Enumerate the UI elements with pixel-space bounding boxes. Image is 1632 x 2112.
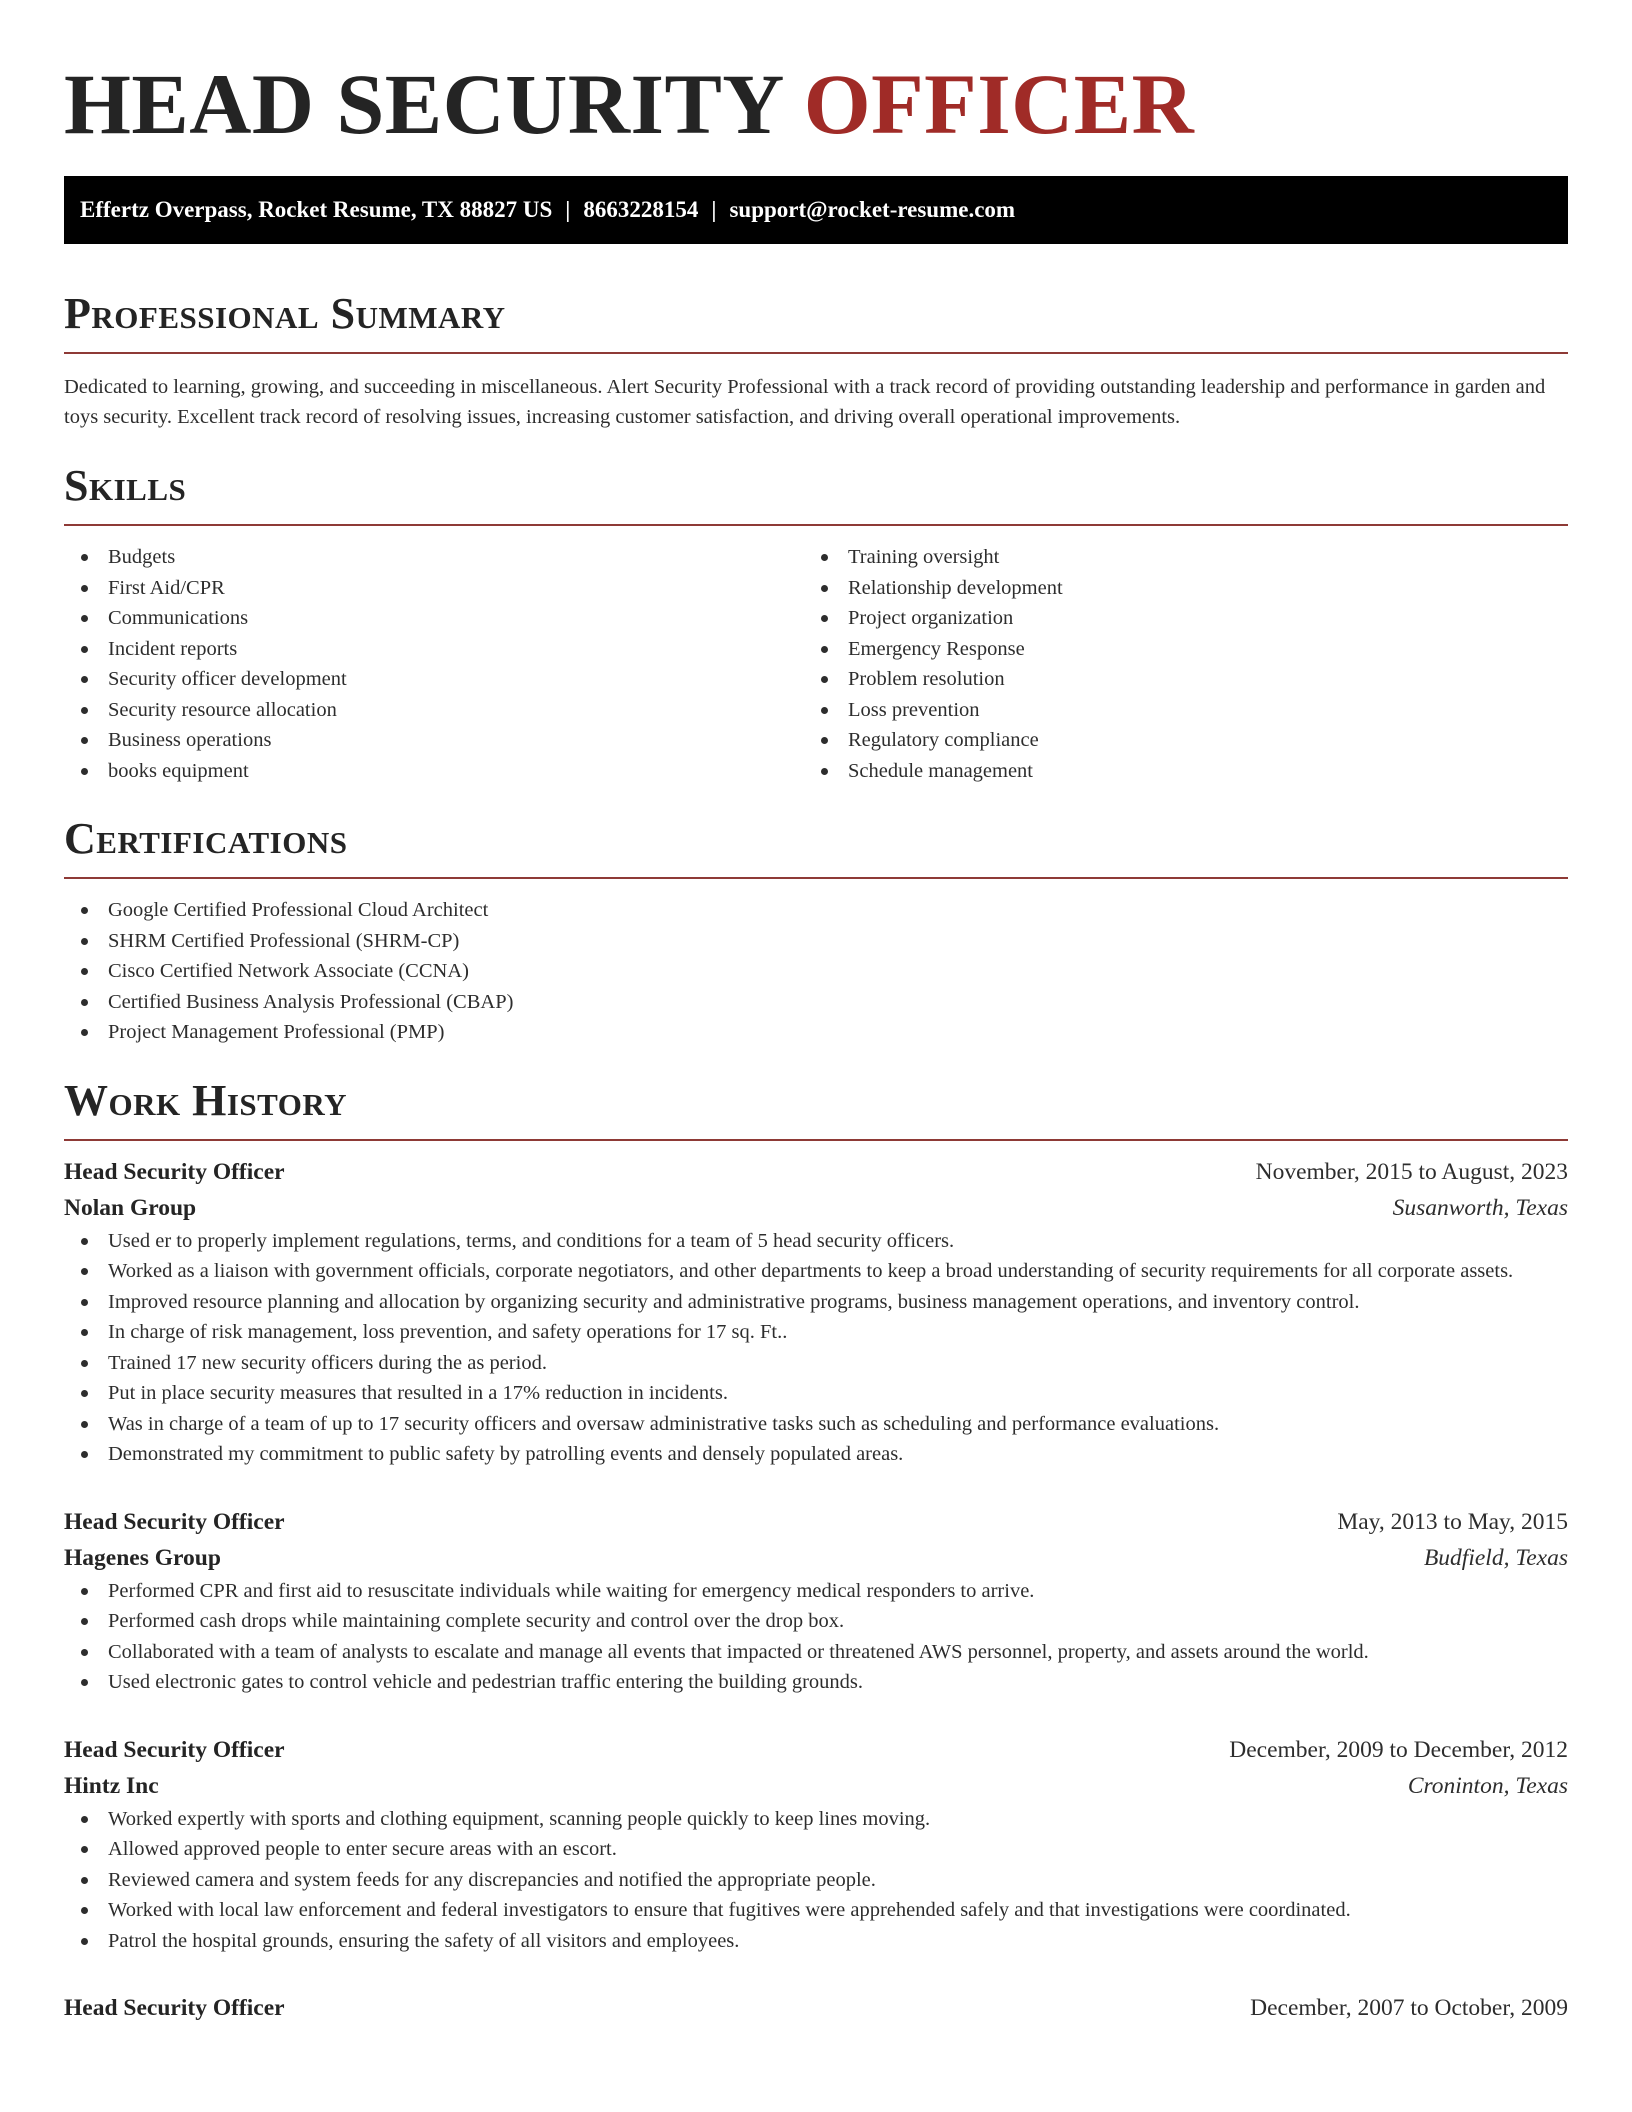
skill-item: Loss prevention [804, 695, 1544, 726]
job-company-row [64, 1768, 1568, 1804]
job-bullets [64, 1804, 1568, 1957]
job-bullet: Worked expertly with sports and clothing equipment, scanning people quickly to keep lines moving. [64, 1804, 1568, 1835]
summary-text: Dedicated to learning, growing, and succeeding in miscellaneous. Alert Security Professional with a track record of providing outstanding leadership and performance in garden and toys security. Excellent track record of resolving issues, increasing customer satisfaction, and driving overall operational improvements. [64, 376, 1546, 428]
job-bullet: Was in charge of a team of up to 17 security officers and oversaw administrative tasks such as scheduling and performance evaluations. [64, 1409, 1568, 1440]
job-dates: May, 2013 to May, 2015 [1337, 1508, 1568, 1535]
name-part-2: OFFICER [803, 56, 1195, 152]
section-divider [64, 524, 1568, 526]
job-entry [64, 1990, 1568, 2026]
certification-item: Certified Business Analysis Professional (CBAP) [64, 987, 1568, 1018]
certifications-section [64, 812, 1568, 1048]
skill-item: Emergency Response [804, 634, 1544, 665]
job-company: Hagenes Group [64, 1544, 221, 1571]
job-bullet: Used electronic gates to control vehicle and pedestrian traffic entering the building grounds. [64, 1667, 1568, 1698]
contact-address: Effertz Overpass, Rocket Resume, TX 88827 US [80, 197, 553, 222]
job-bullet: In charge of risk management, loss prevention, and safety operations for 17 sq. Ft.. [64, 1317, 1568, 1348]
skill-item: Regulatory compliance [804, 725, 1544, 756]
skill-item: Security officer development [64, 664, 804, 695]
job-entry [64, 1154, 1568, 1470]
skill-item: books equipment [64, 756, 804, 787]
job-dates: December, 2007 to October, 2009 [1250, 1995, 1568, 2021]
certifications-title: Certifications [64, 814, 348, 863]
job-header-row [64, 1990, 1568, 2026]
job-bullet: Trained 17 new security officers during the as period. [64, 1348, 1568, 1379]
skill-item: Incident reports [64, 634, 804, 665]
skill-item: Relationship development [804, 573, 1544, 604]
job-title: Head Security Officer [64, 1736, 285, 1763]
job-company-row [64, 1540, 1568, 1576]
job-bullet: Demonstrated my commitment to public safety by patrolling events and densely populated areas. [64, 1439, 1568, 1470]
work-history-title: Work History [64, 1075, 348, 1125]
work-history-section [64, 1074, 1568, 2027]
skill-item: Schedule management [804, 756, 1544, 787]
job-bullet: Improved resource planning and allocation by organizing security and administrative programs, business management operations, and inventory control. [64, 1287, 1568, 1318]
job-bullet: Put in place security measures that resulted in a 17% reduction in incidents. [64, 1378, 1568, 1409]
job-location: Susanworth, Texas [1392, 1194, 1568, 1221]
section-divider [64, 1139, 1568, 1141]
resume-name [64, 0, 1568, 176]
contact-bar [64, 176, 1568, 244]
job-bullet: Performed CPR and first aid to resuscitate individuals while waiting for emergency medical responders to arrive. [64, 1576, 1568, 1607]
jobs-list [64, 1154, 1568, 2027]
contact-separator: | [565, 197, 571, 222]
contact-separator: | [711, 197, 717, 222]
job-title: Head Security Officer [64, 1158, 285, 1185]
job-dates: November, 2015 to August, 2023 [1255, 1158, 1568, 1185]
summary-title: Professional Summary [64, 289, 506, 338]
job-header-row [64, 1154, 1568, 1190]
job-company: Hintz Inc [64, 1772, 159, 1799]
job-title: Head Security Officer [64, 1508, 285, 1535]
section-divider [64, 877, 1568, 879]
skills-list-left [64, 542, 804, 786]
job-bullet: Patrol the hospital grounds, ensuring the safety of all visitors and employees. [64, 1926, 1568, 1957]
skills-section [64, 459, 1568, 786]
job-location: Budfield, Texas [1423, 1544, 1568, 1571]
section-divider [64, 352, 1568, 354]
skill-item: Problem resolution [804, 664, 1544, 695]
job-bullet: Worked with local law enforcement and federal investigators to ensure that fugitives were apprehended safely and that investigations were coordinated. [64, 1895, 1568, 1926]
certification-item: Project Management Professional (PMP) [64, 1017, 1568, 1048]
certification-item: Google Certified Professional Cloud Architect [64, 895, 1568, 926]
skills-grid [64, 542, 1568, 786]
job-bullet: Performed cash drops while maintaining complete security and control over the drop box. [64, 1606, 1568, 1637]
job-bullets [64, 1226, 1568, 1470]
contact-email: support@rocket-resume.com [729, 197, 1016, 222]
certification-item: Cisco Certified Network Associate (CCNA) [64, 956, 1568, 987]
job-bullets [64, 1576, 1568, 1698]
job-dates: December, 2009 to December, 2012 [1229, 1736, 1568, 1763]
skills-list-right [804, 542, 1544, 786]
certifications-list [64, 895, 1568, 1048]
contact-phone: 8663228154 [583, 197, 699, 222]
skill-item: Budgets [64, 542, 804, 573]
job-title: Head Security Officer [64, 1995, 285, 2021]
job-entry [64, 1732, 1568, 1957]
skill-item: Project organization [804, 603, 1544, 634]
job-bullet: Reviewed camera and system feeds for any discrepancies and notified the appropriate people. [64, 1865, 1568, 1896]
job-header-row [64, 1732, 1568, 1768]
job-bullet: Allowed approved people to enter secure areas with an escort. [64, 1834, 1568, 1865]
job-bullet: Collaborated with a team of analysts to escalate and manage all events that impacted or threatened AWS personnel, property, and assets around the world. [64, 1637, 1568, 1668]
name-part-1: HEAD SECURITY [64, 56, 782, 152]
job-bullet: Used er to properly implement regulations, terms, and conditions for a team of 5 head security officers. [64, 1226, 1568, 1257]
job-entry [64, 1504, 1568, 1698]
job-company-row [64, 1190, 1568, 1226]
skill-item: First Aid/CPR [64, 573, 804, 604]
skill-item: Business operations [64, 725, 804, 756]
skill-item: Security resource allocation [64, 695, 804, 726]
certification-item: SHRM Certified Professional (SHRM-CP) [64, 926, 1568, 957]
job-bullet: Worked as a liaison with government officials, corporate negotiators, and other departments to keep a broad understanding of security requirements for all corporate assets. [64, 1256, 1568, 1287]
job-company: Nolan Group [64, 1194, 197, 1221]
skill-item: Training oversight [804, 542, 1544, 573]
skills-title: Skills [64, 461, 187, 510]
job-header-row [64, 1504, 1568, 1540]
summary-section [64, 287, 1568, 432]
job-location: Croninton, Texas [1407, 1772, 1568, 1799]
skill-item: Communications [64, 603, 804, 634]
